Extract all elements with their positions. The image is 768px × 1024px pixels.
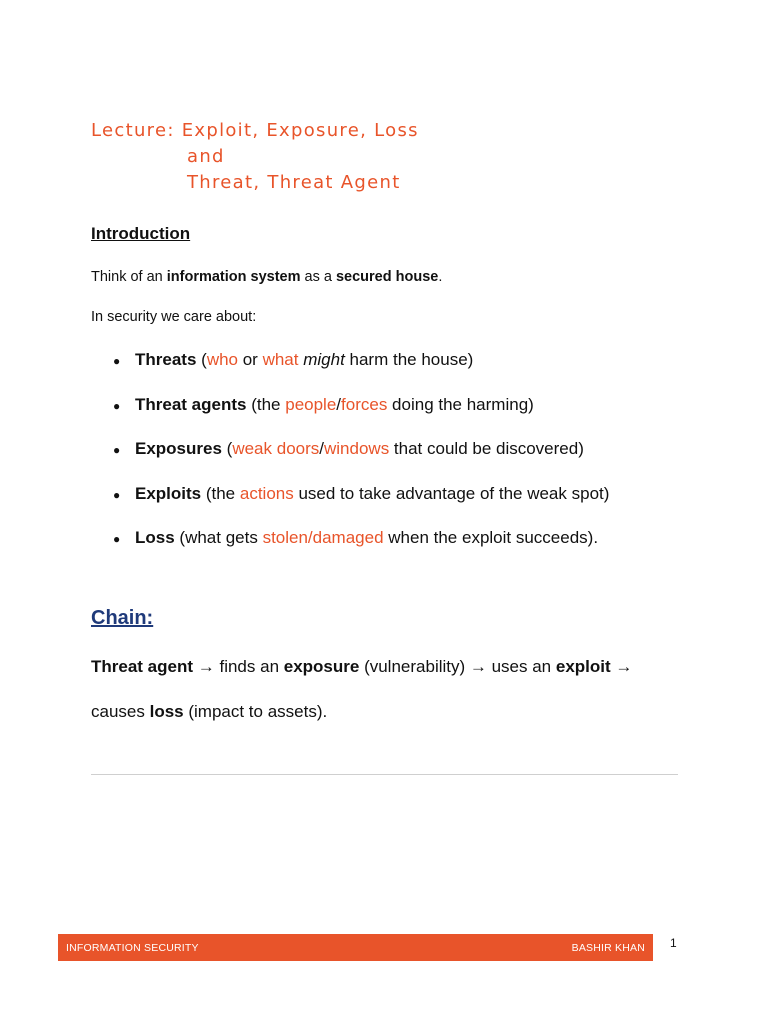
term: Exploits	[135, 483, 202, 503]
bullet-icon: ●	[113, 354, 121, 368]
highlight: windows	[324, 439, 390, 459]
highlight: what	[262, 350, 299, 369]
chain-line-1	[91, 657, 632, 677]
title-line-2: and	[187, 146, 225, 167]
list-item-loss	[113, 526, 733, 571]
footer-author: BASHIR KHAN	[571, 941, 645, 954]
bullet-icon: ●	[113, 398, 121, 413]
text: /	[319, 439, 324, 459]
text: that could be discovered)	[389, 439, 584, 459]
text: (what gets	[174, 528, 263, 548]
highlight: people	[285, 394, 337, 414]
term: exploit	[555, 657, 611, 676]
list-item-threats	[113, 348, 733, 393]
title-line-3: Threat, Threat Agent	[187, 172, 401, 193]
term: Exposures	[135, 439, 222, 459]
text: (vulnerability) → uses an	[359, 657, 556, 676]
highlight: stolen/damaged	[262, 528, 384, 548]
text: used to take advantage of the weak spot)	[293, 483, 610, 503]
horizontal-divider	[91, 774, 678, 775]
footer-bar	[58, 934, 653, 961]
term: Threat agent	[91, 657, 194, 676]
term: exposure	[283, 657, 360, 676]
text: (	[196, 350, 207, 369]
text: doing the harming)	[387, 394, 534, 414]
list-item-threat-agents	[113, 393, 733, 438]
highlight: forces	[341, 394, 388, 414]
lecture-title	[91, 118, 419, 196]
term-secured-house: secured house	[335, 269, 439, 285]
bullet-icon: ●	[113, 487, 121, 502]
text: (the	[201, 483, 240, 503]
text: or	[238, 350, 263, 369]
bullet-icon: ●	[113, 532, 121, 547]
chain-line-2	[91, 702, 327, 722]
list-item-exposures	[113, 437, 733, 482]
title-line-1: Lecture: Exploit, Exposure, Loss	[91, 120, 419, 141]
text: Think of an	[91, 269, 167, 285]
text: (	[221, 439, 233, 459]
text: harm the house)	[344, 350, 474, 369]
term-information-system: information system	[166, 269, 301, 285]
term: Threats	[135, 350, 197, 369]
introduction-heading: Introduction	[91, 224, 191, 243]
text: .	[438, 269, 443, 285]
term: Threat agents	[135, 394, 247, 414]
emphasis: might	[303, 350, 345, 369]
list-item-exploits	[113, 482, 733, 527]
text: (the	[246, 394, 286, 414]
footer-course-title: INFORMATION SECURITY	[66, 941, 199, 954]
intro-paragraph-1	[91, 269, 442, 285]
text: (impact to assets).	[183, 702, 328, 721]
text: → finds an	[193, 657, 284, 676]
page-number: 1	[670, 936, 677, 950]
bullet-icon: ●	[113, 443, 121, 458]
text: when the exploit succeeds).	[383, 528, 599, 548]
text: as a	[300, 269, 336, 285]
chain-heading: Chain:	[91, 607, 154, 629]
highlight: who	[206, 350, 238, 369]
highlight: weak doors	[232, 439, 320, 459]
highlight: actions	[239, 483, 294, 503]
term: Loss	[135, 528, 175, 548]
intro-paragraph-2: In security we care about:	[91, 309, 257, 325]
text: causes	[91, 702, 150, 721]
term: loss	[149, 702, 184, 721]
text: →	[610, 657, 633, 676]
text: /	[336, 394, 342, 414]
concept-list	[113, 348, 733, 571]
